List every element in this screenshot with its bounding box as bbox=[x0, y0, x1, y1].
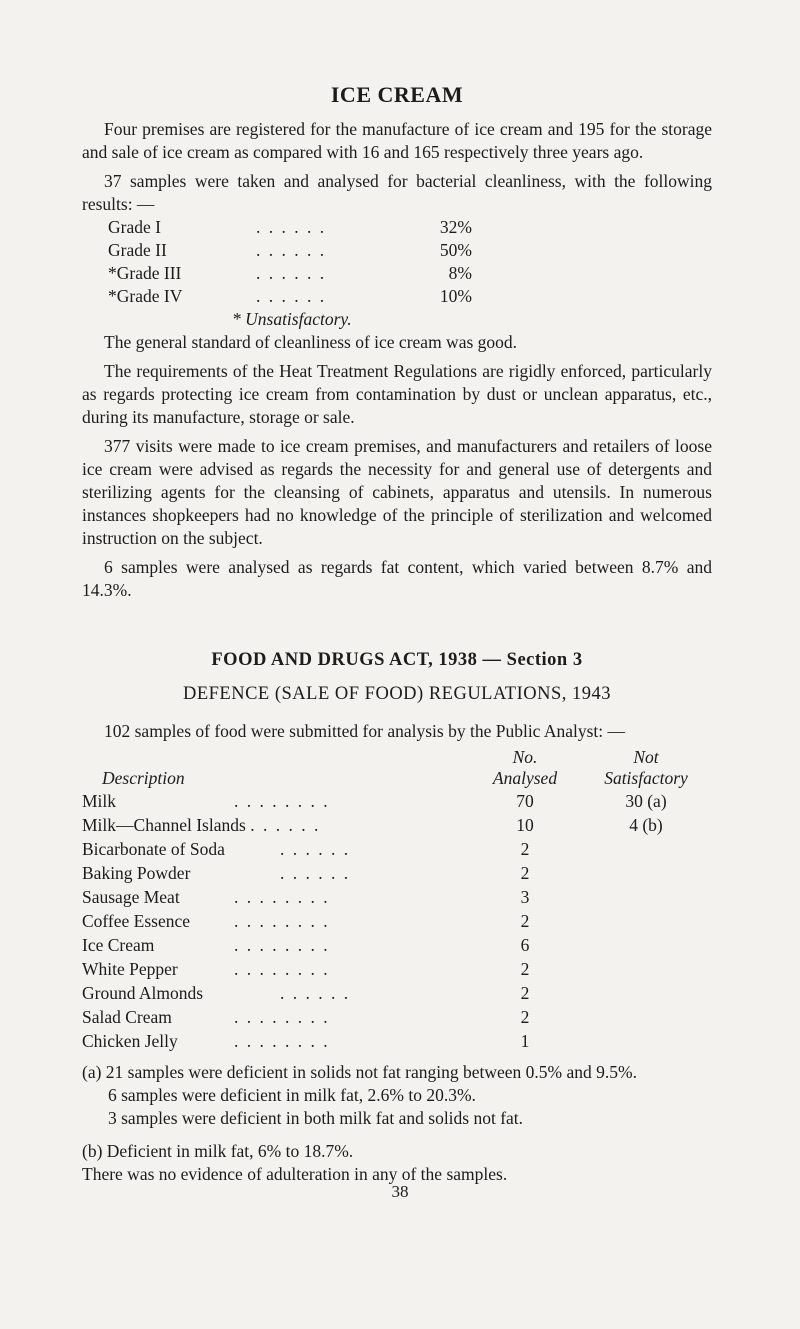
grades-table bbox=[108, 216, 548, 308]
grade-value: 50% bbox=[439, 240, 472, 260]
grade-row bbox=[108, 262, 548, 285]
note-b-milk-fat: (b) Deficient in milk fat, 6% to 18.7%. bbox=[82, 1141, 354, 1161]
leader-dots: . . . . . . . . bbox=[234, 959, 330, 979]
leader-dots: . . . . . . . . bbox=[234, 911, 330, 931]
food-drugs-heading: FOOD AND DRUGS ACT, 1938 — Section 3 bbox=[211, 650, 583, 670]
row-unsatisfactory bbox=[580, 1029, 712, 1053]
col-unsatisfactory-line1: Not bbox=[633, 747, 659, 767]
table-header bbox=[82, 747, 712, 789]
col-analysed-line1: No. bbox=[512, 747, 538, 767]
leader-dots: . . . . . . bbox=[280, 839, 351, 859]
table-row bbox=[82, 981, 712, 1005]
row-description: Baking Powder bbox=[82, 863, 191, 883]
row-description: Ice Cream bbox=[82, 935, 155, 955]
note-a-milk-fat: 6 samples were deficient in milk fat, 2.6% to 20.3%. bbox=[108, 1085, 476, 1105]
row-description: Milk—Channel Islands bbox=[82, 815, 246, 835]
row-unsatisfactory bbox=[580, 885, 712, 909]
leader-dots: . . . . . . . . bbox=[234, 935, 330, 955]
leader-dots: . . . . . . . . bbox=[234, 1031, 330, 1051]
grade-label: *Grade IV bbox=[108, 286, 183, 306]
row-description: Sausage Meat bbox=[82, 887, 180, 907]
row-analysed: 2 bbox=[520, 1007, 530, 1027]
ice-cream-para-visits: 377 visits were made to ice cream premises, and manufacturers and retailers of loose ice cream were advised as regards the necessity for and general use of detergents and sterilizing agents for the cleansing of cabinets, apparatus and utensils. In numerous instances shopkeepers had no knowledge of the principle of sterilization and welcomed instruction on the subject. bbox=[82, 436, 712, 548]
row-description: Bicarbonate of Soda bbox=[82, 839, 225, 859]
page-number: 38 bbox=[391, 1182, 409, 1201]
table-row bbox=[82, 957, 712, 981]
leader-dots: . . . . . . bbox=[250, 815, 321, 835]
row-description: Ground Almonds bbox=[82, 983, 204, 1003]
grade-label: *Grade III bbox=[108, 263, 182, 283]
col-analysed-header bbox=[470, 747, 580, 789]
ice-cream-para-standard: The general standard of cleanliness of ice cream was good. bbox=[104, 332, 518, 352]
grade-row bbox=[108, 239, 548, 262]
row-description: Coffee Essence bbox=[82, 911, 191, 931]
leader-dots: . . . . . . bbox=[280, 863, 351, 883]
ice-cream-para-premises: Four premises are registered for the manufacture of ice cream and 195 for the storage and sale of ice cream as compared with 16 and 165 respectively three years ago. bbox=[82, 119, 712, 162]
row-unsatisfactory bbox=[580, 1005, 712, 1029]
table-row bbox=[82, 1029, 712, 1053]
col-description-label: Description bbox=[102, 768, 185, 788]
leader-dots: . . . . . . bbox=[256, 240, 327, 260]
leader-dots: . . . . . . bbox=[256, 286, 327, 306]
row-analysed: 6 bbox=[520, 935, 530, 955]
leader-dots: . . . . . . bbox=[256, 217, 327, 237]
row-unsatisfactory: 4 (b) bbox=[629, 815, 663, 835]
leader-dots: . . . . . . bbox=[256, 263, 327, 283]
leader-dots: . . . . . . bbox=[280, 983, 351, 1003]
row-unsatisfactory bbox=[580, 861, 712, 885]
row-analysed: 2 bbox=[520, 911, 530, 931]
grade-row bbox=[108, 216, 548, 239]
grade-value: 10% bbox=[439, 286, 472, 306]
leader-dots: . . . . . . . . bbox=[234, 791, 330, 811]
table-row bbox=[82, 933, 712, 957]
food-samples-intro: 102 samples of food were submitted for analysis by the Public Analyst: — bbox=[104, 721, 626, 741]
col-analysed-line2: Analysed bbox=[492, 768, 558, 788]
unsatisfactory-footnote: * Unsatisfactory. bbox=[232, 309, 352, 329]
ice-cream-para-samples: 37 samples were taken and analysed for bacterial cleanliness, with the following results: — bbox=[82, 171, 712, 214]
row-description: White Pepper bbox=[82, 959, 178, 979]
ice-cream-para-fat: 6 samples were analysed as regards fat content, which varied between 8.7% and 14.3%. bbox=[82, 557, 712, 600]
note-a-both: 3 samples were deficient in both milk fat and solids not fat. bbox=[108, 1108, 524, 1128]
leader-dots: . . . . . . . . bbox=[234, 887, 330, 907]
row-description: Chicken Jelly bbox=[82, 1031, 178, 1051]
row-unsatisfactory bbox=[580, 933, 712, 957]
table-row bbox=[82, 789, 712, 813]
document-page bbox=[82, 82, 712, 1186]
row-analysed: 2 bbox=[520, 863, 530, 883]
row-unsatisfactory bbox=[580, 909, 712, 933]
table-row bbox=[82, 909, 712, 933]
table-notes bbox=[82, 1061, 712, 1186]
col-unsatisfactory-header bbox=[580, 747, 712, 789]
grade-value: 32% bbox=[439, 217, 472, 237]
row-unsatisfactory bbox=[580, 981, 712, 1005]
row-description: Milk bbox=[82, 791, 117, 811]
food-samples-table bbox=[82, 747, 712, 1053]
grade-label: Grade I bbox=[108, 217, 161, 237]
row-description: Salad Cream bbox=[82, 1007, 172, 1027]
table-row bbox=[82, 813, 712, 837]
grade-label: Grade II bbox=[108, 240, 167, 260]
defence-regulations-heading: DEFENCE (SALE OF FOOD) REGULATIONS, 1943 bbox=[182, 684, 612, 704]
table-row bbox=[82, 1005, 712, 1029]
note-a-solids: (a) 21 samples were deficient in solids not fat ranging between 0.5% and 9.5%. bbox=[82, 1062, 637, 1082]
col-unsatisfactory-line2: Satisfactory bbox=[604, 768, 688, 788]
row-unsatisfactory bbox=[580, 957, 712, 981]
row-analysed: 2 bbox=[520, 959, 530, 979]
table-row bbox=[82, 837, 712, 861]
note-no-adulteration: There was no evidence of adulteration in any of the samples. bbox=[82, 1164, 508, 1184]
table-row bbox=[82, 885, 712, 909]
row-analysed: 3 bbox=[520, 887, 530, 907]
row-analysed: 2 bbox=[520, 983, 530, 1003]
grade-row bbox=[108, 285, 548, 308]
ice-cream-title: ICE CREAM bbox=[330, 82, 464, 107]
leader-dots: . . . . . . . . bbox=[234, 1007, 330, 1027]
col-description-header bbox=[82, 747, 470, 789]
row-analysed: 70 bbox=[516, 791, 534, 811]
row-analysed: 10 bbox=[516, 815, 534, 835]
row-analysed: 2 bbox=[520, 839, 530, 859]
table-row bbox=[82, 861, 712, 885]
row-unsatisfactory bbox=[580, 837, 712, 861]
row-unsatisfactory: 30 (a) bbox=[625, 791, 667, 811]
row-analysed: 1 bbox=[520, 1031, 530, 1051]
grade-value: 8% bbox=[448, 263, 472, 283]
ice-cream-para-regulations: The requirements of the Heat Treatment Regulations are rigidly enforced, particularly as regards protecting ice cream from contamination by dust or unclean apparatus, etc., during its manufacture, storage or sale. bbox=[82, 361, 712, 427]
